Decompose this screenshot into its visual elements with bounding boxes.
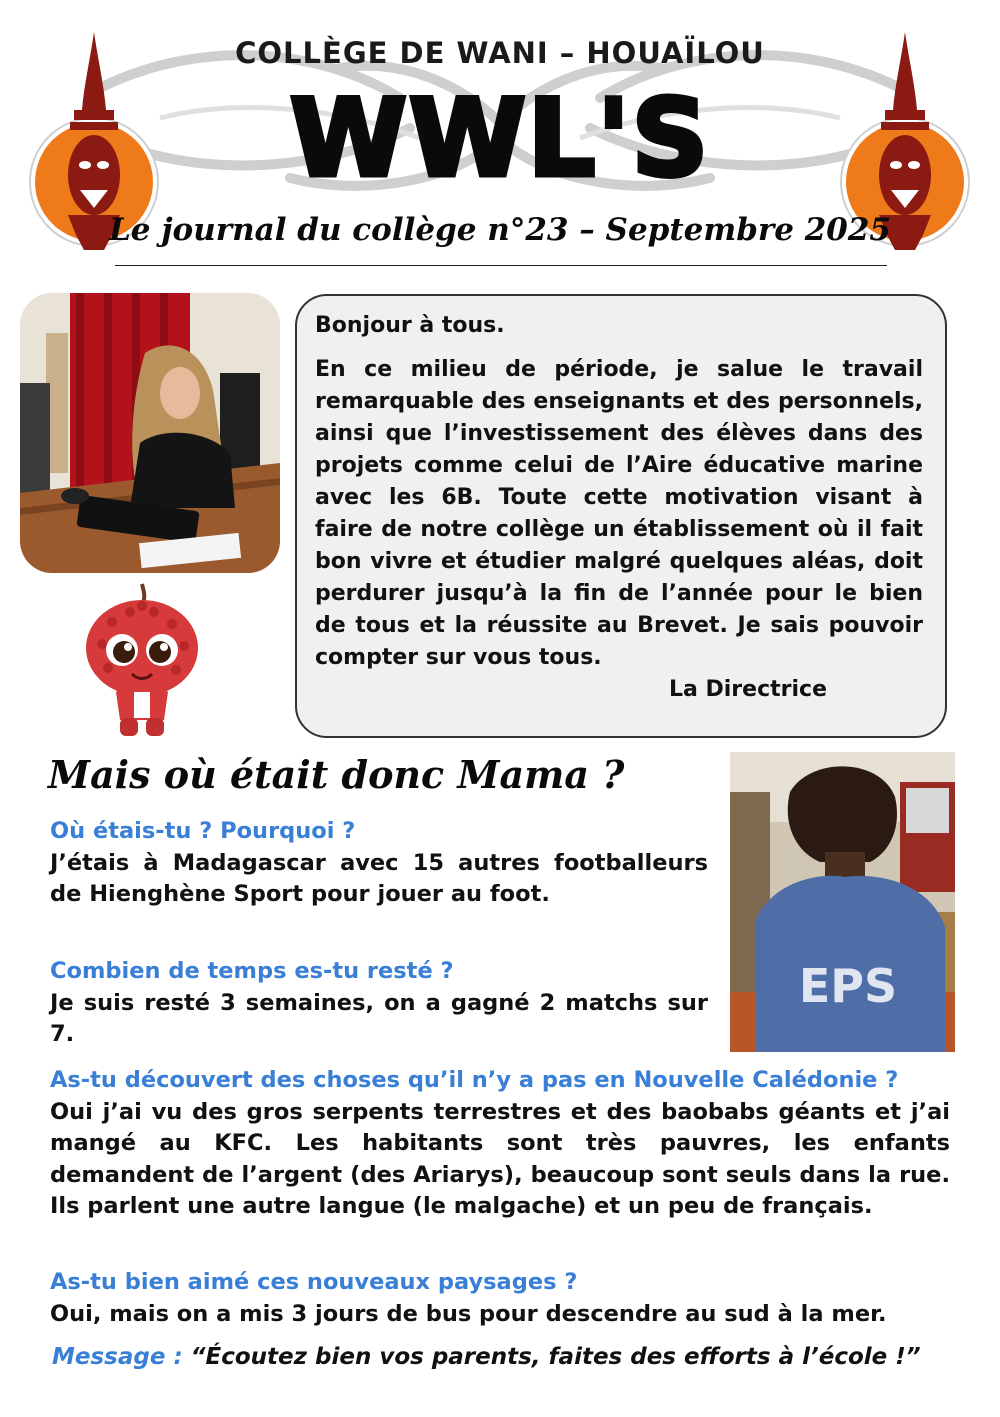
journal-subtitle: Le journal du collège n°23 – Septembre 2025	[109, 212, 891, 248]
question: Où étais-tu ? Pourquoi ?	[50, 818, 356, 844]
closing-message	[52, 1344, 921, 1370]
qa-item	[50, 1267, 950, 1330]
answer: Oui j’ai vu des gros serpents terrestres et des baobabs géants et j’ai mangé au KFC. Les habitants sont très pauvres, les enfants demandent de l’argent (des Ariarys), beaucoup sont seuls dans la rue. Ils parlent une autre langue (le malgache) et un peu de français.	[50, 1098, 950, 1219]
qa-item	[50, 956, 708, 1051]
message-text: “Écoutez bien vos parents, faites des efforts à l’école !”	[190, 1344, 921, 1370]
lychee-mascot-icon	[72, 582, 212, 738]
editorial-greeting: Bonjour à tous.	[315, 313, 505, 338]
qa-item	[50, 1065, 950, 1223]
journal-title: WWL'S	[289, 77, 711, 200]
question: As-tu bien aimé ces nouveaux paysages ?	[50, 1269, 578, 1295]
editorial-box	[295, 294, 947, 738]
answer: Oui, mais on a mis 3 jours de bus pour descendre au sud à la mer.	[50, 1300, 887, 1327]
answer: Je suis resté 3 semaines, on a gagné 2 matchs sur 7.	[50, 989, 708, 1047]
message-label: Message :	[52, 1344, 183, 1370]
answer: J’étais à Madagascar avec 15 autres footballeurs de Hienghène Sport pour jouer au foot.	[50, 849, 708, 907]
question: Combien de temps es-tu resté ?	[50, 958, 454, 984]
school-name: COLLÈGE DE WANI – HOUAÏLOU	[235, 36, 765, 70]
qa-item	[50, 816, 708, 911]
editorial-body: En ce milieu de période, je salue le travail remarquable des enseignants et des personnels, ainsi que l’investissement des élèves dans des projets comme celui de l’Aire éducative marine avec les 6B. Toute cette motivation visant à faire de notre collège un établissement où il fait bon vivre et étudier malgré quelques aléas, doit perdurer jusqu’à la fin de l’année pour le bien de tous et la réussite au Brevet. Je sais pouvoir compter sur vous tous.	[315, 357, 923, 670]
interview-title: Mais où était donc Mama ?	[48, 752, 625, 797]
student-photo	[730, 752, 955, 1052]
header-divider	[115, 265, 887, 266]
director-photo	[20, 293, 280, 573]
shirt-print: EPS	[798, 959, 898, 1013]
question: As-tu découvert des choses qu’il n’y a pas en Nouvelle Calédonie ?	[50, 1067, 899, 1093]
editorial-signature: La Directrice	[668, 677, 827, 702]
